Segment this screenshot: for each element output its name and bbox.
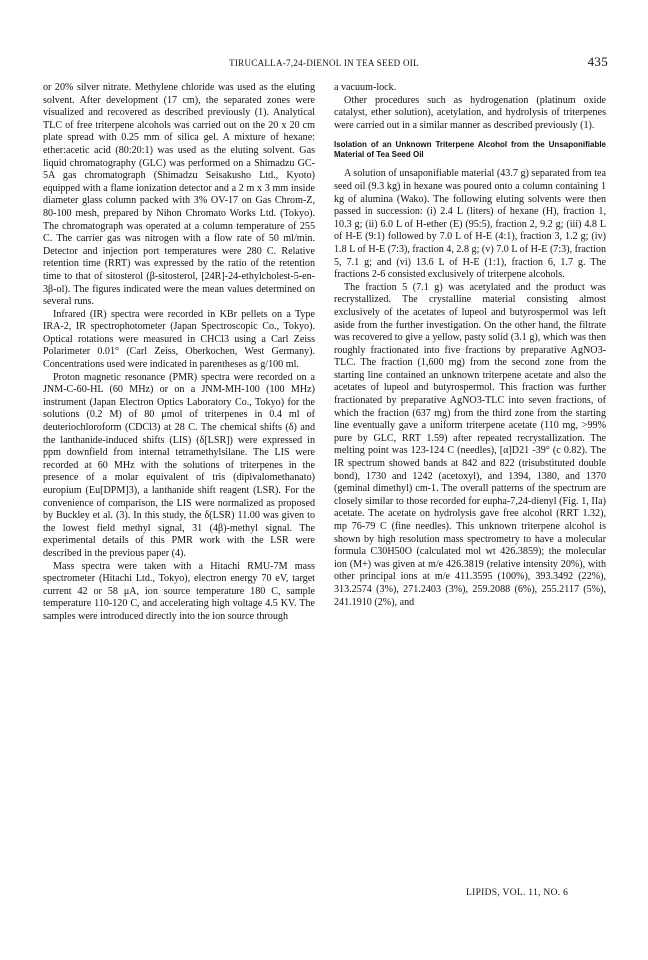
page-number: 435 bbox=[587, 54, 608, 69]
journal-footer: LIPIDS, VOL. 11, NO. 6 bbox=[466, 888, 569, 898]
paragraph: a vacuum-lock. bbox=[334, 82, 397, 93]
paragraph: or 20% silver nitrate. Methylene chloride was used as the eluting solvent. After development (17 cm), the separated zones were visualized and recovered as described previously (1). Analytical TLC of free triterpene alcohols was carried out on the 20 x 20 cm plate spread with 0.25 mm of silica gel. A mixture of hexane: ether:acetic acid (80:20:1) was used as the eluting solvent. Gas liquid chromatography (GLC) was performed on a Shimadzu GC-5A gas chromatograph (Shimadzu Seisakusho Ltd., Kyoto) equipped with a flame ionization detector and a 2 m x 3 mm inside diameter glass column packed with 3% OV-17 on Gas Chrom-Z, 80-100 mesh, prepared by Nihon Chromato Works Ltd. (Tokyo). The chromatograph was operated at a column temperature of 255 C. The carrier gas was nitrogen with a flow rate of 50 ml/min. Detector and injection port temperatures were 280 C. Relative retention time (RRT) was expressed by the ratio of the retention time to that of sitosterol (β-sitosterol, [24R]-24-ethylcholest-5-en-3β-ol). The figures indicated were the mean values determined on several runs. bbox=[43, 82, 315, 308]
left-column bbox=[43, 82, 315, 624]
paragraph: The fraction 5 (7.1 g) was acetylated and the product was recrystallized. The crystalline material consisting almost exclusively of the acetates of lupeol and butyrospermol was left aside from the further investigation. On the other hand, the filtrate was recovered to give a yellow, pasty solid (3.1 g), which was then roughly fractionated into five fractions by preparative AgNO3-TLC. The fraction (1,600 mg) from the second zone from the starting line contained an unknown triterpene acetate and also the acetates of lupeol and butyrospermol. This fraction was further fractionated by preparative AgNO3-TLC into seven fractions, of which the fraction (637 mg) from the third zone from the starting line eventually gave a uniform triterpene acetate (110 mg, >99% pure by GLC, RRT 1.59) after repeated recrystallization. The melting point was 123-124 C (needles), [α]D21 -39° (c 0.82). The IR spectrum showed bands at 842 and 822 (trisubstituted double bond), 1730 and 1242 (acetoxyl), and 1394, 1380, and 1370 (geminal dimethyl) cm-1. The overall patterns of the spectrum are closely similar to those recorded for eupha-7,24-dienyl (Fig. 1, IIa) acetate. The acetate on hydrolysis gave free alcohol (RRT 1.32), mp 76-79 C (fine needles). This unknown triterpene alcohol is shown by high resolution mass spectrometry to have a molecular formula C30H50O (calculated mol wt 426.3859); the molecular ion (M+) was given at m/e 426.3819 (relative intensity 20%), with other principal ions at m/e 411.3595 (100%), 393.3492 (22%), 313.2574 (3%), 271.2403 (3%), 259.2088 (6%), 255.2117 (5%), 241.1910 (2%), and bbox=[334, 281, 606, 608]
paragraph: Mass spectra were taken with a Hitachi RMU-7M mass spectrometer (Hitachi Ltd., Tokyo), electron energy 70 eV, target current 42 or 58 μA, ion source temperature 180 C, sample temperature 110-120 C, and accelerating high voltage 4.5 KV. The samples were introduced directly into the ion source through bbox=[43, 560, 315, 622]
running-title: TIRUCALLA-7,24-DIENOL IN TEA SEED OIL bbox=[229, 58, 419, 68]
paragraph: Infrared (IR) spectra were recorded in KBr pellets on a Type IRA-2, IR spectrophotometer (Japan Spectroscopic Co., Tokyo). Optical rotations were measured in CHCl3 using a Carl Zeiss Polarimeter 0.01° (Carl Zeiss, Oberkochen, West Germany). Concentrations used were indicated in parentheses as g/100 ml. bbox=[43, 308, 315, 371]
paragraph: Proton magnetic resonance (PMR) spectra were recorded on a JNM-C-60-HL (60 MHz) or on a JNM-MH-100 (100 MHz) instrument (Japan Electron Optics Laboratory Co., Tokyo) for the solutions (0.2 M) of 80 μmol of triterpenes in 0.4 ml of deuteriochloroform (CDCl3) at 28 C. The chemical shifts (δ) and the lanthanide-induced shifts (LIS) (δ[LSR]) were expressed in ppm downfield from internal tetramethylsilane. The LIS were recorded at 60 MHz with the solutions of triterpenes in the presence of a molar equivalent of tris (dipivalomethanato) europium (Eu[DPM]3), a lanthanide shift reagent (LSR). For the convenience of comparison, the LIS were normalized as proposed by Buckley et al. (3). In this study, the δ(LSR) 11.00 was given to the lowest field methyl signal, 31 (4β)-methyl signal. The experimental details of this PMR work with the LSR were described in the previous paper (4). bbox=[43, 371, 315, 559]
running-header bbox=[40, 54, 608, 74]
section-heading: Isolation of an Unknown Triterpene Alcohol from the Unsaponifiable Material of Tea Seed Oil bbox=[334, 140, 606, 160]
paragraph: A solution of unsaponifiable material (43.7 g) separated from tea seed oil (9.3 kg) in hexane was poured onto a column containing 1 kg of alumina (Wako). The following eluting solvents were then passed in succession: (i) 2.4 L (liters) of hexane (H), fraction 1, 10.3 g; (ii) 6.0 L of H-ether (E) (95:5), fraction 2, 9.2 g; (iii) 4.8 L of H-E (9:1) followed by 7.0 L of H-E (4:1), fraction 3, 1.2 g; (iv) 1.8 L of H-E (7:3), fraction 4, 2.8 g; (v) 7.0 L of H-E (7:3), fraction 5, 7.1 g; and (vi) 13.6 L of H-E (1:1), fraction 6, 1.7 g. The fractions 2-6 consisted exclusively of triterpene alcohols. bbox=[334, 168, 606, 281]
paragraph: Other procedures such as hydrogenation (platinum oxide catalyst, ether solution), acetylation, and hydrolysis of triterpenes were carried out in a similar manner as described previously (1). bbox=[334, 94, 606, 131]
right-column bbox=[334, 82, 606, 609]
